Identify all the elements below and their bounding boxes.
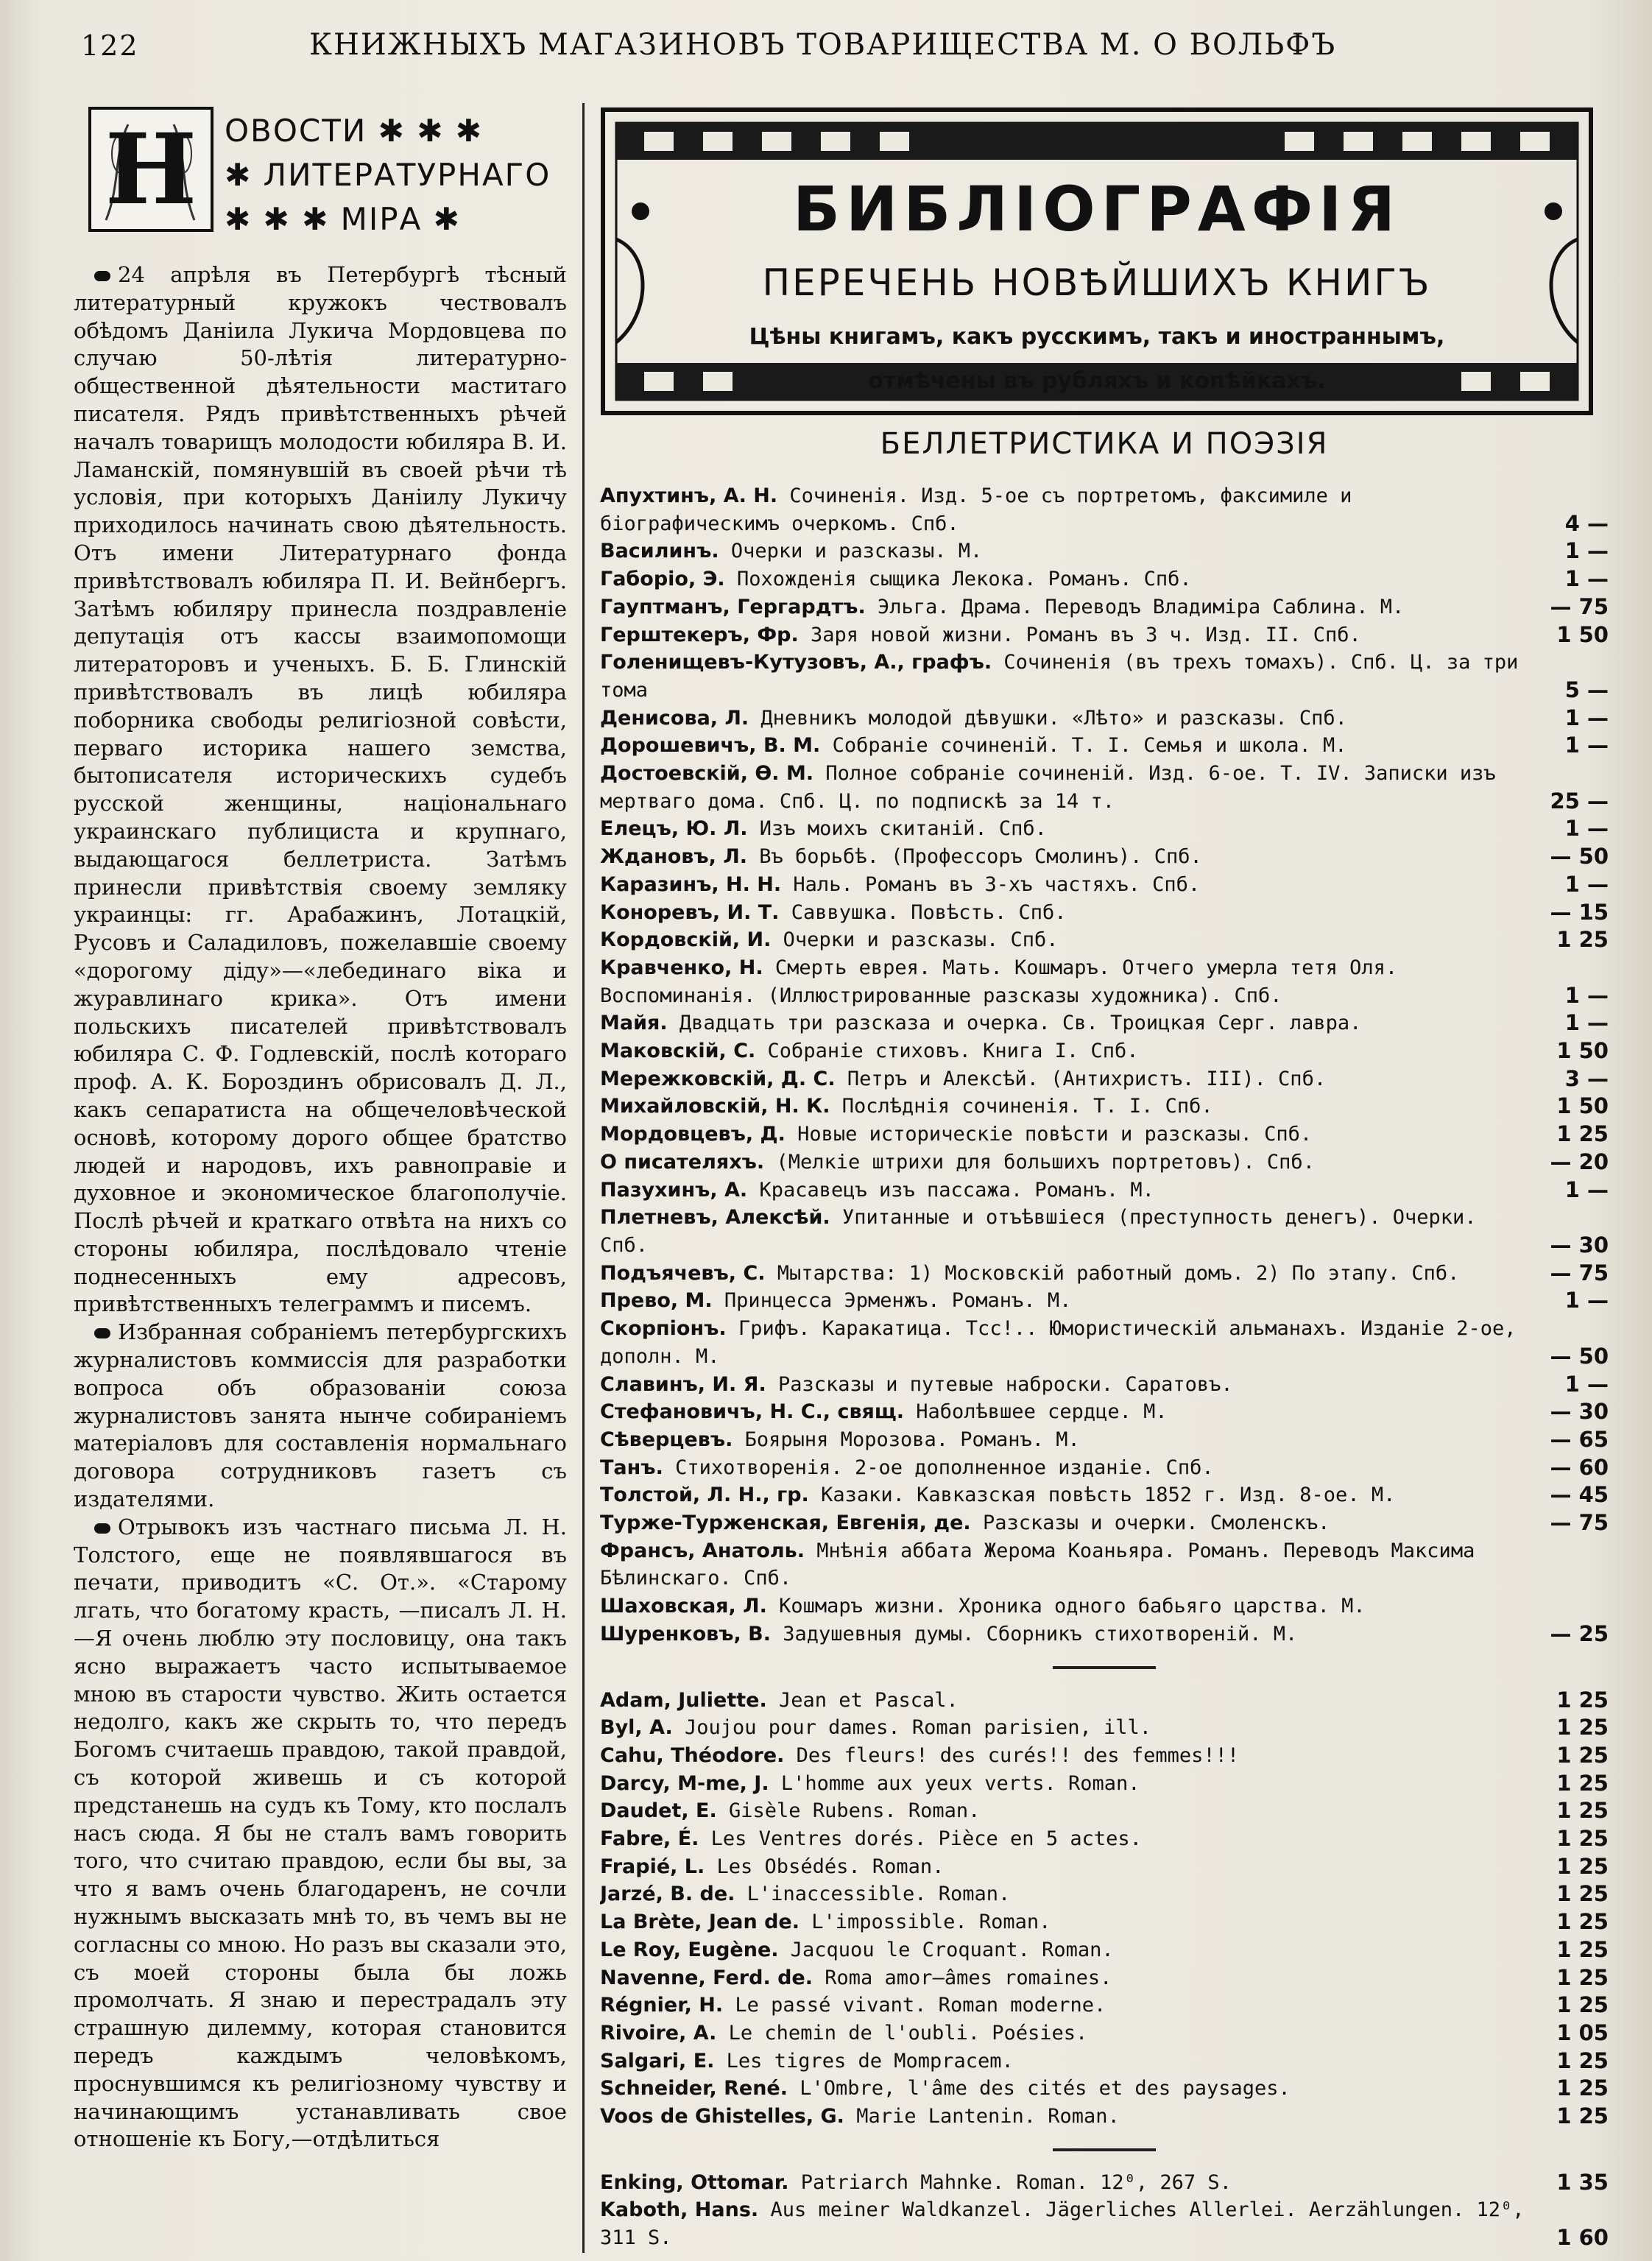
book-price: — 15 [1550, 899, 1609, 925]
book-entry [600, 732, 1609, 760]
book-description: Упитанные и отъѣвшіеся (преступность денегъ). Очерки. Спб. [600, 1206, 1477, 1257]
book-description: Кошмаръ жизни. Хроника одного бабьяго царства. М. [779, 1595, 1366, 1618]
drop-cap-ornament [88, 107, 213, 232]
book-price: 1 25 [1556, 1909, 1609, 1935]
book-entry [600, 1742, 1609, 1770]
book-price: 1 — [1564, 566, 1609, 592]
book-description: Joujou pour dames. Roman parisien, ill. [685, 1716, 1151, 1740]
book-price: 1 25 [1556, 1742, 1609, 1768]
book-author: Rivoire, A. [600, 2021, 717, 2045]
book-description: Заря новой жизни. Романъ въ 3 ч. Изд. II. Спб. [811, 623, 1361, 646]
book-description: Петръ и Алексѣй. (Антихристъ. III). Спб. [847, 1067, 1327, 1090]
book-entry [600, 2020, 1609, 2047]
book-entry [600, 649, 1609, 704]
book-price: — 75 [1550, 593, 1609, 619]
book-description: Разсказы и очерки. Смоленскъ. [982, 1512, 1330, 1535]
book-entry [600, 926, 1609, 954]
news-item [74, 261, 567, 1319]
book-entry [600, 1770, 1609, 1798]
book-author: Коноревъ, И. Т. [600, 900, 780, 924]
news-item [74, 1319, 567, 1514]
book-price: 1 25 [1556, 1770, 1609, 1796]
book-description: Стихотворенія. 2-ое дополненное изданіе. Спб. [675, 1456, 1214, 1479]
book-price: 1 — [1564, 1177, 1609, 1202]
book-description: Казаки. Кавказская повѣсть 1852 г. Изд. 8-ое. М. [821, 1484, 1396, 1507]
book-author: Прево, М. [600, 1289, 713, 1313]
book-author: Василинъ. [600, 540, 719, 563]
book-description: L'homme aux yeux verts. Roman. [780, 1771, 1140, 1795]
book-price: 4 — [1564, 510, 1609, 536]
book-description: Мнѣнія аббата Жерома Коаньяра. Романъ. Переводъ Максима Бѣлинскаго. Спб. [600, 1539, 1475, 1590]
book-author: Франсъ, Анатоль. [600, 1539, 805, 1562]
book-price: 1 — [1564, 1371, 1609, 1397]
book-price: 1 25 [1556, 2047, 1609, 2073]
book-price: 1 35 [1556, 2169, 1609, 2195]
book-entry [600, 1537, 1609, 1592]
book-description: Смерть еврея. Мать. Кошмаръ. Отчего умерла тетя Оля. Воспоминанія. (Иллюстрированные разсказы художника). Спб. [600, 956, 1398, 1007]
book-price: 1 — [1564, 1288, 1609, 1313]
book-entry [600, 1908, 1609, 1936]
bibliography-banner [600, 107, 1594, 416]
news-column [74, 92, 567, 2257]
book-description: Очерки и разсказы. М. [730, 540, 983, 563]
book-entry [600, 2047, 1609, 2075]
news-title-line-3: ✱ ✱ ✱ МІРА ✱ [225, 201, 461, 237]
book-price: 1 25 [1556, 1121, 1609, 1147]
book-description: Мытарства: 1) Московскій работный домъ. 2) По этапу. Спб. [777, 1261, 1460, 1285]
book-price: — 45 [1550, 1482, 1609, 1508]
book-price: — 50 [1550, 844, 1609, 870]
book-price: 5 — [1564, 677, 1609, 702]
book-description: Marie Lantenin. Roman. [856, 2105, 1120, 2128]
book-entry [600, 1149, 1609, 1177]
column-divider [582, 103, 585, 2253]
book-entry [600, 537, 1609, 565]
news-body [74, 261, 567, 2154]
book-author: Майя. [600, 1012, 668, 1035]
book-entry [600, 1204, 1609, 1259]
book-price: 1 — [1564, 1010, 1609, 1036]
book-description: Jean et Pascal. [778, 1688, 959, 1712]
book-entry [600, 1093, 1609, 1121]
book-author: Стефановичъ, Н. С., свящ. [600, 1400, 904, 1424]
book-price: 1 25 [1556, 2075, 1609, 2101]
book-description: Aus meiner Waldkanzel. Jägerliches Allerlei. Aerzählungen. 12⁰, 311 S. [600, 2198, 1525, 2250]
book-author: Апухтинъ, А. Н. [600, 484, 778, 507]
book-entry [600, 1880, 1609, 1908]
book-entry [600, 1797, 1609, 1825]
drop-cap-letter: Н [105, 113, 197, 227]
book-author: Adam, Juliette. [600, 1688, 767, 1712]
book-list [600, 482, 1609, 2252]
book-author: Kaboth, Hans. [600, 2198, 759, 2222]
book-price: 1 25 [1556, 1853, 1609, 1879]
book-price: 1 — [1564, 538, 1609, 564]
book-author: Подъячевъ, С. [600, 1261, 766, 1285]
book-price: 3 — [1564, 1065, 1609, 1091]
book-description: L'Ombre, l'âme des cités et des paysages. [799, 2077, 1291, 2100]
book-price: 1 25 [1556, 1992, 1609, 2018]
book-price: 1 25 [1556, 1687, 1609, 1712]
book-description: Боярыня Морозова. Романъ. М. [744, 1428, 1080, 1451]
book-entry [600, 843, 1609, 871]
book-author: Елецъ, Ю. Л. [600, 817, 748, 841]
book-entry [600, 1371, 1609, 1399]
book-author: Скорпіонъ. [600, 1317, 727, 1341]
book-author: Маковскій, С. [600, 1040, 756, 1063]
book-entry [600, 899, 1609, 927]
book-author: Мережковскій, Д. С. [600, 1067, 836, 1090]
book-author: Шаховская, Л. [600, 1595, 767, 1618]
book-description: Des fleurs! des curés!! des femmes!!! [796, 1743, 1240, 1767]
section-divider [1053, 2148, 1156, 2151]
book-author: Le Roy, Eugène. [600, 1938, 779, 1961]
book-price: 1 — [1564, 705, 1609, 730]
book-entry [600, 815, 1609, 843]
book-description: Дневникъ молодой дѣвушки. «Лѣто» и разсказы. Спб. [760, 706, 1347, 730]
book-description: Les Ventres dorés. Pièce en 5 actes. [710, 1827, 1142, 1851]
book-entry [600, 2103, 1609, 2131]
bullet-icon [94, 1328, 110, 1338]
book-author: Cahu, Théodore. [600, 1743, 785, 1767]
book-price: 1 25 [1556, 2103, 1609, 2129]
book-price: 1 25 [1556, 1798, 1609, 1824]
book-description: Les Obsédés. Roman. [716, 1855, 945, 1878]
book-entry [600, 1714, 1609, 1742]
book-price: 1 25 [1556, 1881, 1609, 1907]
book-entry [600, 1481, 1609, 1509]
book-author: Кравченко, Н. [600, 956, 763, 979]
book-description: L'inaccessible. Roman. [746, 1883, 1011, 1906]
book-author: Каразинъ, Н. Н. [600, 872, 782, 896]
book-author: Турже-Турженская, Евгенія, де. [600, 1512, 971, 1535]
running-head [81, 22, 1612, 68]
news-item-text: Избранная собраніемъ петербургскихъ журналистовъ коммиссія для разработки вопроса объ образованіи союза журналистовъ занята нынче собираніемъ матеріаловъ для составленія нормальнаго договора сотрудниковъ газетъ съ издателями. [74, 1319, 567, 1512]
book-description: Эльга. Драма. Переводъ Владиміра Саблина. М. [877, 595, 1405, 618]
book-entry [600, 1121, 1609, 1149]
book-author: La Brète, Jean de. [600, 1911, 800, 1934]
book-price: — 75 [1550, 1510, 1609, 1536]
french-book-list [600, 1687, 1609, 2131]
book-entry [600, 2169, 1609, 2197]
book-price: — 75 [1550, 1260, 1609, 1285]
book-description: Саввушка. Повѣсть. Спб. [791, 900, 1067, 924]
news-item-text: Отрывокъ изъ частнаго письма Л. Н. Толстого, еще не появлявшагося въ печати, приводитъ «С. От.». «Старому лгать, что богатому красть, —писалъ Л. Н.—Я очень люблю эту пословицу, она такъ ясно выражаетъ часто испытываемое мною въ старости чувство. Жить остается недолго, какъ же скрыть то, что передъ Богомъ считаешь правдою, такой правдой, съ которой живешь и съ которой предстанешь на судъ къ Тому, кто послалъ насъ сюда. Я бы не сталъ вамъ говорить того, что считаю правдою, если бы вы, за что я вамъ очень благодаренъ, не сочли нужнымъ высказать мнѣ то, въ чемъ вы не согласны со мною. Но разъ вы сказали это, съ моей стороны была бы ложь промолчать. Я знаю и перестрадалъ эту страшную дилемму, которая становится передъ каждымъ человѣкомъ, проснувшимся къ религіозному чувству и начинающимъ устанавливать свое отношеніе къ Богу,—отдѣлиться [74, 1514, 567, 2152]
bibliography-title: БИБЛІОГРАФІЯ [792, 173, 1402, 245]
book-description: Изъ моихъ скитаній. Спб. [759, 817, 1047, 841]
book-price: 1 60 [1556, 2225, 1609, 2251]
running-title: КНИЖНЫХЪ МАГАЗИНОВЪ ТОВАРИЩЕСТВА М. О ВОЛЬФЪ [309, 28, 1337, 62]
book-author: Byl, A. [600, 1716, 673, 1740]
book-description: Двадцать три разсказа и очерка. Св. Троицкая Серг. лавра. [679, 1012, 1362, 1035]
book-price: — 50 [1550, 1343, 1609, 1369]
book-entry [600, 1315, 1609, 1370]
bibliography-column [600, 92, 1609, 2257]
book-description: Задушевныя думы. Сборникъ стихотвореній. М. [783, 1622, 1298, 1646]
section-divider [1053, 1666, 1156, 1669]
book-entry [600, 482, 1609, 537]
book-author: Танъ. [600, 1456, 663, 1479]
book-price: 1 25 [1556, 927, 1609, 953]
book-author: Frapié, L. [600, 1855, 705, 1878]
book-author: Voos de Ghistelles, G. [600, 2105, 844, 2128]
book-author: Голенищевъ-Кутузовъ, А., графъ. [600, 651, 992, 674]
price-note-line-1: Цѣны книгамъ, какъ русскимъ, такъ и иностраннымъ, [749, 324, 1445, 350]
book-author: Денисова, Л. [600, 706, 749, 730]
book-entry [600, 1853, 1609, 1881]
book-entry [600, 705, 1609, 733]
book-price: — 60 [1550, 1454, 1609, 1480]
book-description: Les tigres de Mompracem. [726, 2049, 1014, 2073]
book-price: 25 — [1550, 788, 1609, 814]
book-description: Le passé vivant. Roman moderne. [735, 1994, 1106, 2017]
news-title-line-1: ОВОСТИ ✱ ✱ ✱ [225, 113, 483, 149]
book-entry [600, 1260, 1609, 1288]
book-author: Navenne, Ferd. de. [600, 1966, 813, 1989]
book-entry [600, 1825, 1609, 1853]
book-price: 1 — [1564, 871, 1609, 897]
book-entry [600, 1287, 1609, 1315]
book-price: — 30 [1550, 1399, 1609, 1425]
bullet-icon [94, 271, 110, 281]
book-price: 1 50 [1556, 1038, 1609, 1064]
book-description: Gisèle Rubens. Roman. [729, 1799, 981, 1823]
book-entry [600, 1936, 1609, 1964]
book-author: Достоевскій, Ѳ. М. [600, 762, 814, 786]
book-author: Шуренковъ, В. [600, 1622, 771, 1646]
book-price: 1 05 [1556, 2020, 1609, 2045]
book-price: — 30 [1550, 1232, 1609, 1258]
book-author: Ждановъ, Л. [600, 845, 747, 869]
news-item [74, 1514, 567, 2154]
book-entry [600, 1620, 1609, 1648]
book-description: Собраніе сочиненій. Т. I. Семья и школа. М. [832, 734, 1347, 758]
bullet-icon [94, 1523, 110, 1534]
book-author: Мордовцевъ, Д. [600, 1123, 786, 1146]
book-author: Fabre, É. [600, 1827, 699, 1851]
book-entry [600, 1398, 1609, 1426]
book-description: Сочиненія (въ трехъ томахъ). Спб. Ц. за три тома [600, 651, 1519, 702]
book-entry [600, 1687, 1609, 1715]
book-price: 1 25 [1556, 1964, 1609, 1990]
news-title-line-2: ✱ ЛИТЕРАТУРНАГО [225, 157, 551, 193]
book-author: Дорошевичъ, В. М. [600, 734, 821, 758]
book-description: Наболѣвшее сердце. М. [916, 1400, 1168, 1424]
bibliography-subtitle: ПЕРЕЧЕНЬ НОВѢЙШИХЪ КНИГЪ [762, 261, 1432, 304]
book-entry [600, 2075, 1609, 2103]
book-author: Герштекеръ, Фр. [600, 623, 799, 646]
book-price: 1 25 [1556, 1715, 1609, 1740]
book-description: L'impossible. Roman. [811, 1911, 1051, 1934]
book-author: Кордовскій, И. [600, 928, 772, 952]
russian-book-list [600, 482, 1609, 1648]
book-entry [600, 1592, 1609, 1620]
book-author: Schneider, René. [600, 2077, 788, 2100]
book-price: 1 25 [1556, 1936, 1609, 1962]
book-price: 1 — [1564, 816, 1609, 842]
book-price: — 65 [1550, 1426, 1609, 1452]
book-author: Михайловскій, Н. К. [600, 1095, 830, 1118]
book-author: Гауптманъ, Гергардтъ. [600, 595, 866, 618]
book-entry [600, 1009, 1609, 1037]
book-price: 1 50 [1556, 1093, 1609, 1119]
german-book-list [600, 2169, 1609, 2252]
book-author: Славинъ, И. Я. [600, 1372, 766, 1396]
book-description: Patriarch Mahnke. Roman. 12⁰, 267 S. [800, 2170, 1232, 2194]
book-entry [600, 565, 1609, 593]
book-entry [600, 871, 1609, 899]
book-entry [600, 1065, 1609, 1093]
book-author: Darcy, M-me, J. [600, 1771, 769, 1795]
news-item-text: 24 апрѣля въ Петербургѣ тѣсный литературный кружокъ чествовалъ обѣдомъ Даніила Лукича Мордовцева по случаю 50-лѣтія литературно-общественной дѣятельности маститаго писателя. Рядъ привѣтственныхъ рѣчей началъ товарищъ молодости юбиляра В. И. Ламанскій, помянувшій въ своей рѣчи тѣ условія, при которыхъ Даніилу Лукичу приходилось начинать свою дѣятельность. Отъ имени Литературнаго фонда привѣтствовалъ юбиляра П. И. Вейнбергъ. Затѣмъ юбиляру принесла поздравленіе депутація отъ кассы взаимопомощи литераторовъ и ученыхъ. Б. Б. Глинскій привѣтствовалъ въ лицѣ юбиляра поборника свободы религіозной совѣсти, перваго историка нашего земства, бытописателя историческихъ судебъ русской женщины, національнаго украинскаго публициста и крупнаго, выдающагося беллетриста. Затѣмъ принесли привѣтствія своему земляку украинцы: гг. Арабажинъ, Лотацкій, Русовъ и Саладиловъ, пожелавшіе своему «дорогому діду»—«лебединаго віка и журавлинаго крика». Отъ имени польскихъ писателей привѣтствовалъ юбиляра С. Ф. Годлевскій, послѣ котораго проф. А. К. Бороздинъ обрисовалъ Д. Л., какъ сепаратиста на общечеловѣческой основѣ, которому дорого общее братство людей и народовъ, ихъ равноправіе и духовное и экономическое благополучіе. Послѣ рѣчей и краткаго отвѣта на нихъ со стороны юбиляра, послѣдовало чтеніе поднесенныхъ ему адресовъ, привѣтственныхъ телеграммъ и писемъ. [74, 262, 567, 1317]
book-description: Красавецъ изъ пассажа. Романъ. М. [759, 1178, 1154, 1202]
book-description: Le chemin de l'oubli. Poésies. [728, 2021, 1088, 2045]
book-description: Очерки и разсказы. Спб. [783, 928, 1059, 952]
book-entry [600, 593, 1609, 621]
book-price: — 20 [1550, 1149, 1609, 1174]
book-description: Грифъ. Каракатица. Тсс!.. Юмористическій альманахъ. Изданіе 2-ое, дополн. М. [600, 1317, 1517, 1368]
book-price: 1 50 [1556, 621, 1609, 647]
book-author: Пазухинъ, А. [600, 1178, 748, 1202]
book-price: 1 — [1564, 982, 1609, 1008]
book-description: (Мелкіе штрихи для большихъ портретовъ). Спб. [776, 1150, 1315, 1174]
book-description: Послѣднія сочиненія. Т. I. Спб. [841, 1095, 1213, 1118]
book-entry [600, 1964, 1609, 1992]
book-description: Въ борьбѣ. (Профессоръ Смолинъ). Спб. [759, 845, 1202, 869]
book-author: Salgari, E. [600, 2049, 715, 2073]
book-entry [600, 760, 1609, 815]
book-author: Daudet, E. [600, 1799, 717, 1823]
book-author: Régnier, H. [600, 1994, 724, 2017]
book-description: Jacquou le Croquant. Roman. [790, 1938, 1114, 1961]
book-author: Габоріо, Э. [600, 568, 725, 591]
book-entry [600, 1037, 1609, 1065]
price-note-line-2: отмѣчены въ рубляхъ и копѣйкахъ. [868, 368, 1326, 394]
book-price: 1 — [1564, 733, 1609, 758]
book-description: Разсказы и путевые наброски. Саратовъ. [777, 1372, 1233, 1396]
book-author: Enking, Ottomar. [600, 2170, 789, 2194]
book-author: Сѣверцевъ. [600, 1428, 733, 1451]
book-entry [600, 621, 1609, 649]
book-author: Плетневъ, Алексѣй. [600, 1206, 830, 1230]
book-author: Толстой, Л. Н., гр. [600, 1484, 809, 1507]
book-description: Принцесса Эрменжъ. Романъ. М. [724, 1289, 1072, 1313]
book-entry [600, 1454, 1609, 1482]
news-header [88, 107, 567, 247]
book-price: — 25 [1550, 1620, 1609, 1646]
section-heading: БЕЛЛЕТРИСТИКА И ПОЭЗІЯ [880, 427, 1329, 461]
book-entry [600, 1177, 1609, 1204]
book-description: Полное собраніе сочиненій. Изд. 6-ое. Т. IV. Записки изъ мертваго дома. Спб. Ц. по подпискѣ за 14 т. [600, 762, 1496, 813]
book-entry [600, 2196, 1609, 2251]
book-description: Новые историческіе повѣсти и разсказы. Спб. [797, 1123, 1313, 1146]
book-entry [600, 1992, 1609, 2020]
book-price: 1 25 [1556, 1826, 1609, 1852]
book-description: Roma amor—âmes romaines. [825, 1966, 1112, 1989]
page-number: 122 [81, 29, 139, 62]
book-description: Похожденія сыщика Лекока. Романъ. Спб. [736, 568, 1192, 591]
book-author: О писателяхъ. [600, 1150, 765, 1174]
book-author: Jarzé, B. de. [600, 1883, 735, 1906]
book-entry [600, 954, 1609, 1009]
book-description: Собраніе стиховъ. Книга I. Спб. [767, 1040, 1139, 1063]
book-entry [600, 1509, 1609, 1537]
book-description: Наль. Романъ въ 3-хъ частяхъ. Спб. [793, 872, 1201, 896]
book-description: Сочиненія. Изд. 5-ое съ портретомъ, факсимиле и біографическимъ очеркомъ. Спб. [600, 484, 1352, 535]
book-entry [600, 1426, 1609, 1454]
